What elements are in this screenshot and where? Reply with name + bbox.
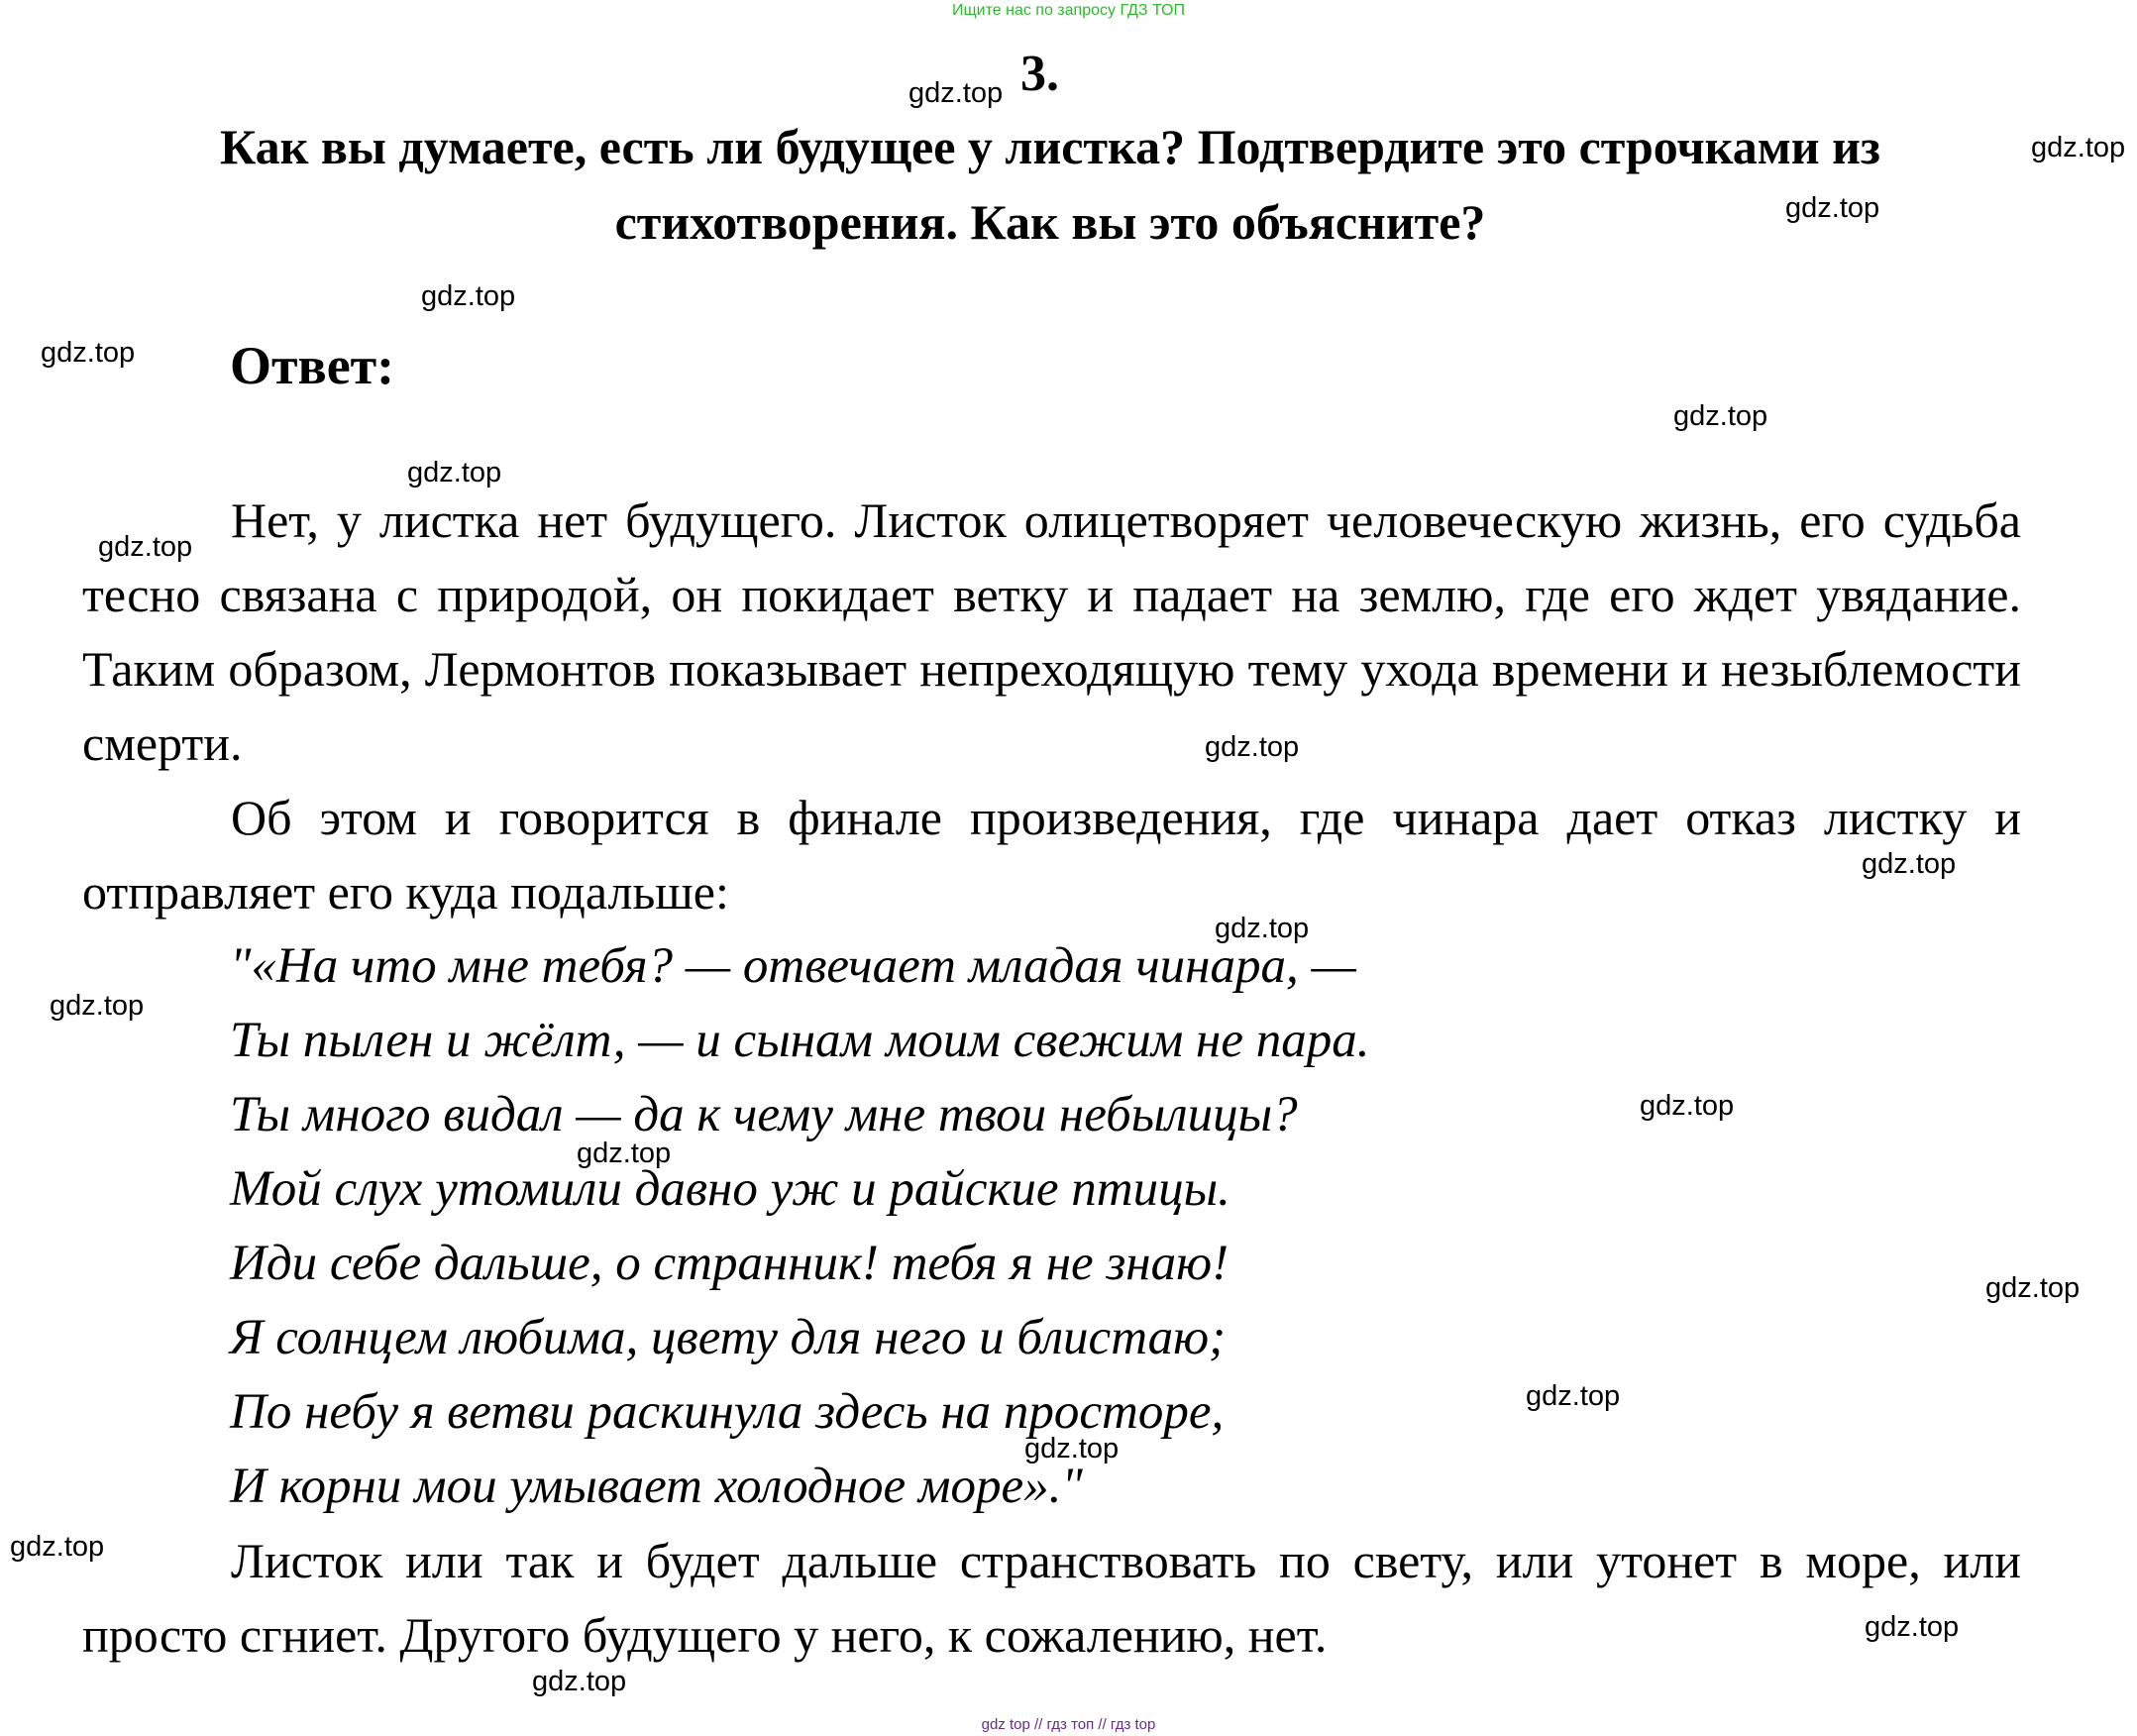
top-banner: Ищите нас по запросу ГДЗ ТОП [952, 2, 1185, 19]
watermark: gdz.top [1985, 1272, 2081, 1304]
watermark: gdz.top [1205, 731, 1300, 763]
watermark: gdz.top [1862, 848, 1957, 880]
watermark: gdz.top [98, 531, 193, 563]
watermark: gdz.top [908, 77, 1004, 109]
watermark: gdz.top [407, 457, 502, 488]
watermark: gdz.top [1215, 913, 1310, 944]
answer-label: Ответ: [230, 336, 395, 395]
answer-paragraph-3: Листок или так и будет дальше странствовать по свету, или утонет в море, или просто сгниет. Другого будущего у него, к сожалению, нет. [82, 1533, 2021, 1663]
poem-line: Я солнцем любима, цвету для него и блистаю; [230, 1310, 1227, 1365]
watermark: gdz.top [1024, 1433, 1120, 1465]
watermark: gdz.top [50, 990, 145, 1022]
watermark: gdz.top [1785, 192, 1880, 224]
poem-line: "«На что мне тебя? — отвечает младая чинара, — [230, 938, 1356, 994]
watermark: gdz.top [532, 1666, 627, 1697]
watermark: gdz.top [1865, 1611, 1960, 1643]
watermark: gdz.top [1526, 1380, 1621, 1412]
watermark: gdz.top [1673, 400, 1768, 432]
poem-line: Мой слух утомили давно уж и райские птицы. [230, 1161, 1230, 1217]
answer-paragraph-2: Об этом и говорится в финале произведения, где чинара дает отказ листку и отправляет его куда подальше: [82, 790, 2021, 920]
footer-links: gdz top // гдз топ // гдз top [981, 1716, 1156, 1733]
poem-line: Ты много видал — да к чему мне твои небылицы? [230, 1087, 1298, 1142]
question-heading: Как вы думаете, есть ли будущее у листка? Подтвердите это строчками из стихотворения. Как вы это объясните? [219, 119, 1880, 250]
watermark: gdz.top [41, 337, 136, 369]
poem-line: Ты пылен и жёлт, — и сынам моим свежим не пара. [230, 1013, 1370, 1068]
watermark: gdz.top [2031, 132, 2126, 163]
poem-line: Иди себе дальше, о странник! тебя я не знаю! [230, 1236, 1229, 1291]
watermark: gdz.top [1640, 1090, 1735, 1122]
watermark: gdz.top [10, 1531, 105, 1563]
poem-quote [230, 929, 1370, 1524]
watermark: gdz.top [577, 1138, 672, 1169]
answer-paragraph-1: Нет, у листка нет будущего. Листок олицетворяет человеческую жизнь, его судьба тесно связана с природой, он покидает ветку и падает на землю, где его ждет увядание. Таким образом, Лермонтов показывает непреходящую тему ухода времени и незыблемости смерти. [82, 492, 2021, 771]
poem-line: По небу я ветви раскинула здесь на просторе, [230, 1384, 1225, 1440]
poem-line: И корни мои умывает холодное море»." [230, 1459, 1083, 1514]
task-number: 3. [1020, 46, 1059, 102]
watermark: gdz.top [421, 280, 516, 312]
